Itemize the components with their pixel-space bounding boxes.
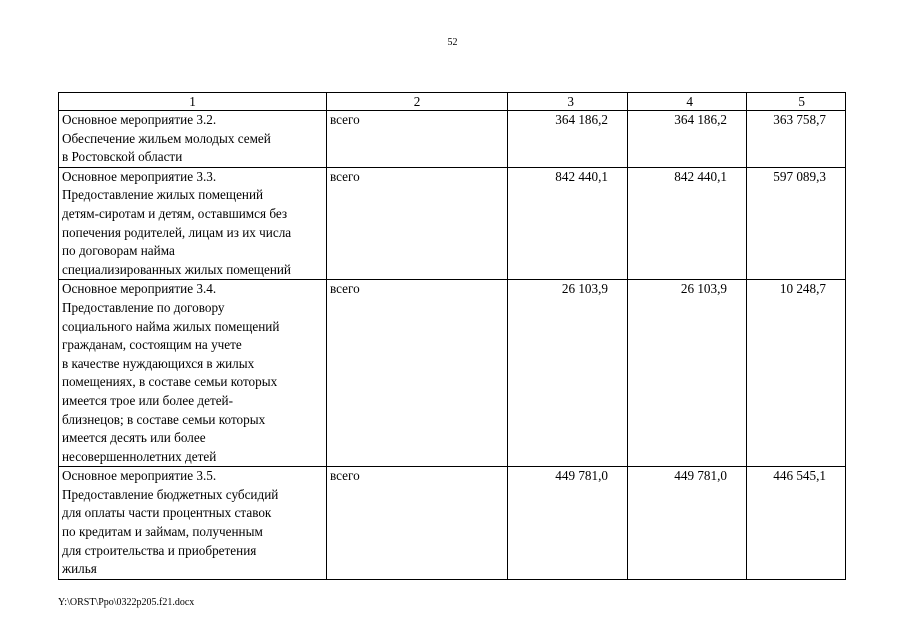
activity-name: Основное мероприятие 3.5. Предоставление бюджетных субсидий для оплаты части процентных ставок по кредитам и займам, полученным для строительства и приобретения жилья <box>59 467 327 580</box>
page-number: 52 <box>447 37 458 48</box>
value-col-5: 597 089,3 <box>747 167 846 280</box>
value-col-3: 26 103,9 <box>508 280 628 467</box>
funding-source: всего <box>327 167 508 280</box>
value-col-4: 26 103,9 <box>628 280 747 467</box>
value-col-3: 364 186,2 <box>508 111 628 168</box>
table-row <box>59 111 846 168</box>
funding-source: всего <box>327 280 508 467</box>
funding-source: всего <box>327 111 508 168</box>
table-row <box>59 467 846 580</box>
header-col-3: 3 <box>508 93 628 111</box>
value-col-5: 446 545,1 <box>747 467 846 580</box>
value-col-4: 364 186,2 <box>628 111 747 168</box>
table-row <box>59 167 846 280</box>
value-col-4: 842 440,1 <box>628 167 747 280</box>
budget-table <box>58 92 846 580</box>
header-col-5: 5 <box>747 93 846 111</box>
value-col-5: 363 758,7 <box>747 111 846 168</box>
table-row <box>59 280 846 467</box>
header-col-2: 2 <box>327 93 508 111</box>
activity-name: Основное мероприятие 3.2. Обеспечение жильем молодых семей в Ростовской области <box>59 111 327 168</box>
activity-name: Основное мероприятие 3.4. Предоставление по договору социального найма жилых помещений гражданам, состоящим на учете в качестве нуждающихся в жилых помещениях, в составе семьи которых имеется трое или более детей- близнецов; в составе семьи которых имеется десять или более несовершеннолетних детей <box>59 280 327 467</box>
value-col-5: 10 248,7 <box>747 280 846 467</box>
value-col-3: 449 781,0 <box>508 467 628 580</box>
footer-file-path: Y:\ORST\Ppo\0322p205.f21.docx <box>58 597 195 608</box>
header-col-1: 1 <box>59 93 327 111</box>
value-col-4: 449 781,0 <box>628 467 747 580</box>
header-row <box>59 93 846 111</box>
funding-source: всего <box>327 467 508 580</box>
header-col-4: 4 <box>628 93 747 111</box>
value-col-3: 842 440,1 <box>508 167 628 280</box>
activity-name: Основное мероприятие 3.3. Предоставление жилых помещений детям-сиротам и детям, оставшимся без попечения родителей, лицам из их числа по договорам найма специализированных жилых помещений <box>59 167 327 280</box>
